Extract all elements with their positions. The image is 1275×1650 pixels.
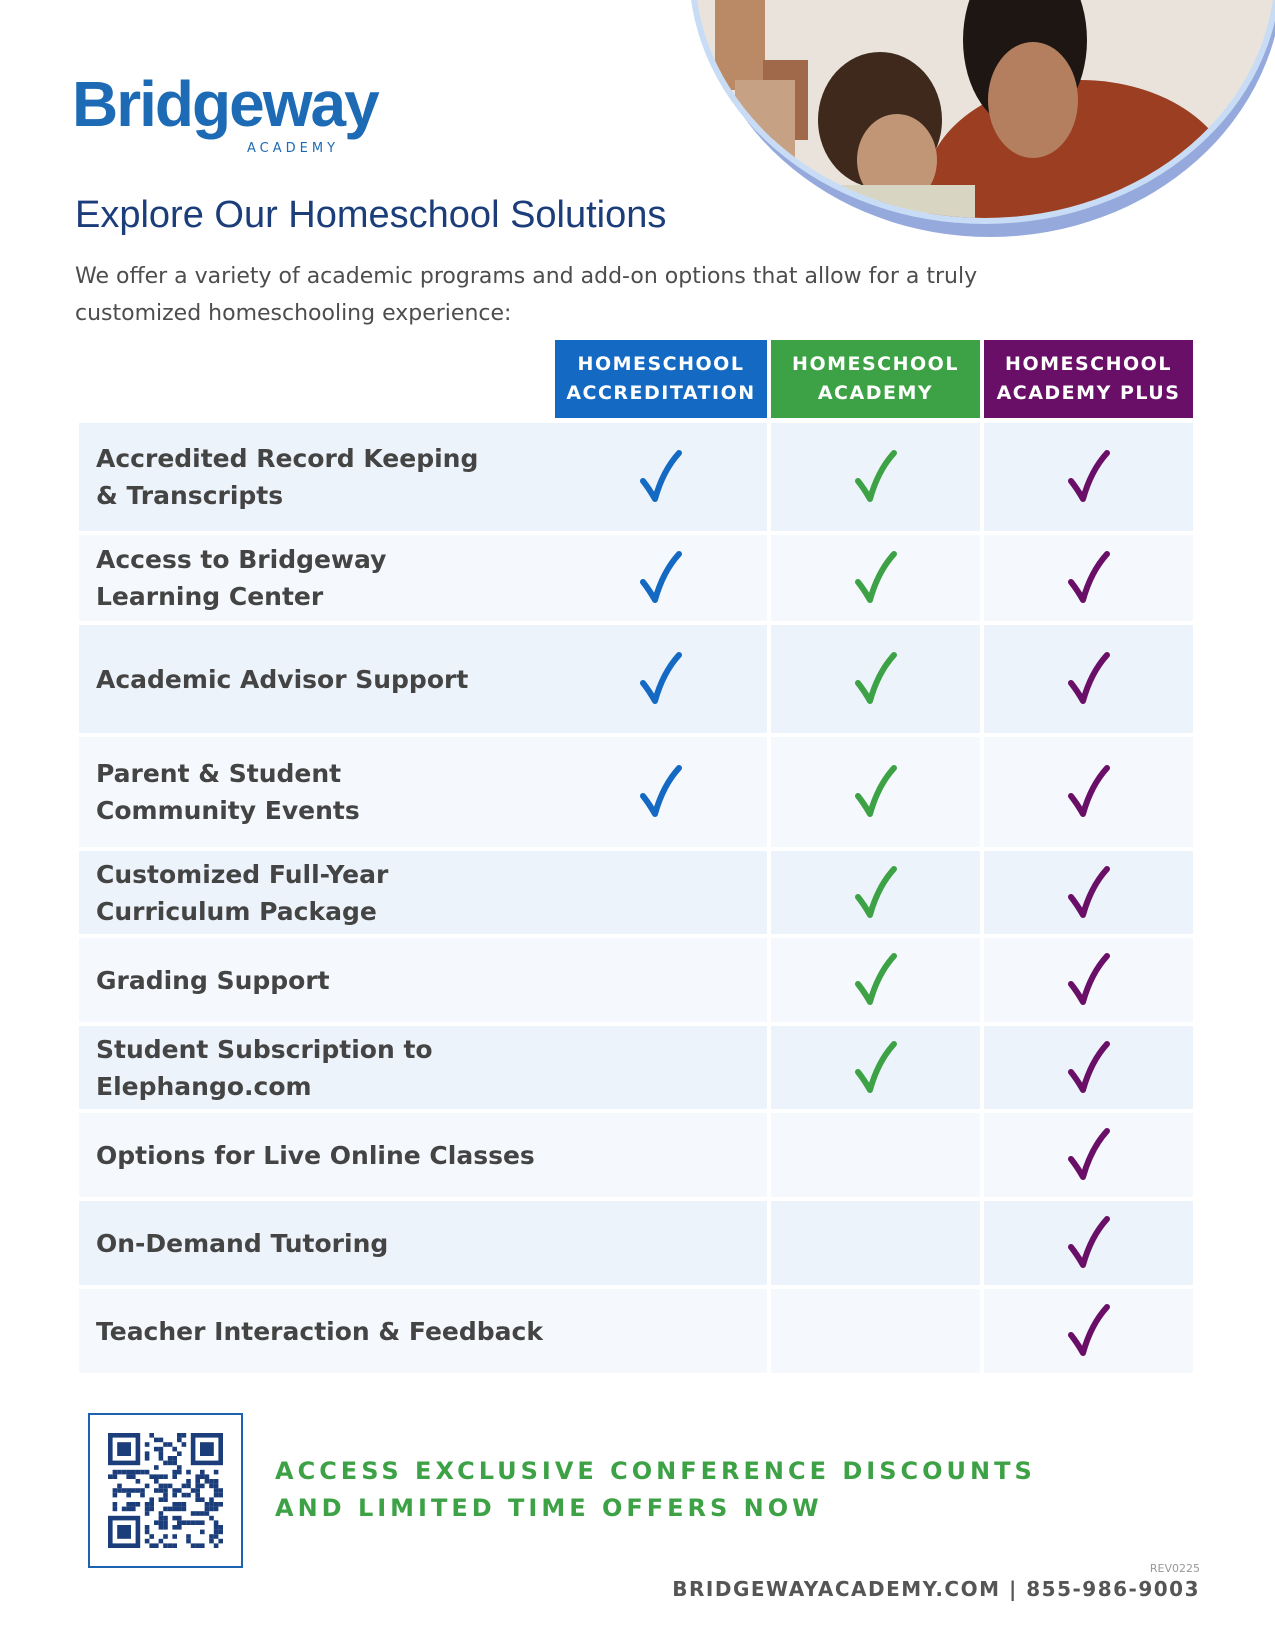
check-cell-academy-plus (984, 938, 1193, 1022)
check-cell-accreditation (555, 1289, 767, 1373)
feature-label: Grading Support (79, 938, 555, 1022)
check-cell-academy-plus (984, 423, 1193, 531)
checkmark-icon (852, 864, 900, 922)
brand-logo (72, 68, 402, 167)
checkmark-icon (637, 549, 685, 607)
feature-label: Accredited Record Keeping & Transcripts (79, 423, 555, 531)
revision-code: REV0225 (1149, 1562, 1200, 1575)
check-cell-academy (771, 535, 980, 621)
checkmark-icon (1065, 1214, 1113, 1272)
check-cell-academy (771, 1026, 980, 1109)
promo-text (275, 1453, 1036, 1527)
check-cell-academy-plus (984, 851, 1193, 934)
column-header-academy: HOMESCHOOL ACADEMY (771, 340, 980, 418)
checkmark-icon (1065, 951, 1113, 1009)
qr-code[interactable] (88, 1413, 243, 1568)
check-cell-accreditation (555, 423, 767, 531)
check-cell-accreditation (555, 851, 767, 934)
check-cell-accreditation (555, 938, 767, 1022)
feature-label: Access to Bridgeway Learning Center (79, 535, 555, 621)
checkmark-icon (1065, 650, 1113, 708)
check-cell-academy-plus (984, 1026, 1193, 1109)
check-cell-accreditation (555, 625, 767, 733)
column-header-academy-plus: HOMESCHOOL ACADEMY PLUS (984, 340, 1193, 418)
promo-line-1: ACCESS EXCLUSIVE CONFERENCE DISCOUNTS (275, 1457, 1036, 1485)
checkmark-icon (1065, 549, 1113, 607)
feature-label: Academic Advisor Support (79, 625, 555, 733)
intro-text: We offer a variety of academic programs and add-on options that allow for a truly customized homeschooling experience: (75, 264, 978, 326)
feature-label: Customized Full-Year Curriculum Package (79, 851, 555, 934)
check-cell-academy (771, 851, 980, 934)
check-cell-academy-plus (984, 737, 1193, 847)
check-cell-accreditation (555, 535, 767, 621)
checkmark-icon (852, 650, 900, 708)
checkmark-icon (1065, 448, 1113, 506)
check-cell-academy (771, 1113, 980, 1197)
check-cell-accreditation (555, 1201, 767, 1285)
phone-number[interactable]: 855-986-9003 (1026, 1577, 1200, 1601)
check-cell-academy-plus (984, 1113, 1193, 1197)
checkmark-icon (637, 448, 685, 506)
feature-label: Teacher Interaction & Feedback (79, 1289, 555, 1373)
check-cell-accreditation (555, 1026, 767, 1109)
check-cell-accreditation (555, 737, 767, 847)
checkmark-icon (852, 763, 900, 821)
check-cell-academy (771, 1201, 980, 1285)
contact-line (672, 1577, 1200, 1601)
check-cell-academy-plus (984, 625, 1193, 733)
check-cell-academy (771, 737, 980, 847)
brand-wordmark: Bridgeway (72, 68, 378, 140)
check-cell-academy (771, 1289, 980, 1373)
contact-separator: | (1000, 1577, 1027, 1601)
checkmark-icon (852, 1039, 900, 1097)
hero-photo (605, 0, 1275, 250)
check-cell-academy (771, 938, 980, 1022)
check-cell-academy (771, 423, 980, 531)
check-cell-academy (771, 625, 980, 733)
checkmark-icon (852, 951, 900, 1009)
checkmark-icon (637, 650, 685, 708)
checkmark-icon (637, 763, 685, 821)
website-link[interactable]: BRIDGEWAYACADEMY.COM (672, 1577, 1001, 1601)
brand-subtitle: ACADEMY (247, 141, 340, 156)
checkmark-icon (1065, 763, 1113, 821)
page-title: Explore Our Homeschool Solutions (75, 194, 667, 236)
checkmark-icon (1065, 1302, 1113, 1360)
checkmark-icon (852, 448, 900, 506)
check-cell-accreditation (555, 1113, 767, 1197)
checkmark-icon (852, 549, 900, 607)
feature-label: Parent & Student Community Events (79, 737, 555, 847)
checkmark-icon (1065, 1126, 1113, 1184)
promo-line-2: AND LIMITED TIME OFFERS NOW (275, 1494, 823, 1522)
column-header-accreditation: HOMESCHOOL ACCREDITATION (555, 340, 767, 418)
check-cell-academy-plus (984, 535, 1193, 621)
check-cell-academy-plus (984, 1289, 1193, 1373)
feature-label: Student Subscription to Elephango.com (79, 1026, 555, 1109)
checkmark-icon (1065, 864, 1113, 922)
check-cell-academy-plus (984, 1201, 1193, 1285)
feature-label: Options for Live Online Classes (79, 1113, 555, 1197)
checkmark-icon (1065, 1039, 1113, 1097)
feature-label: On-Demand Tutoring (79, 1201, 555, 1285)
